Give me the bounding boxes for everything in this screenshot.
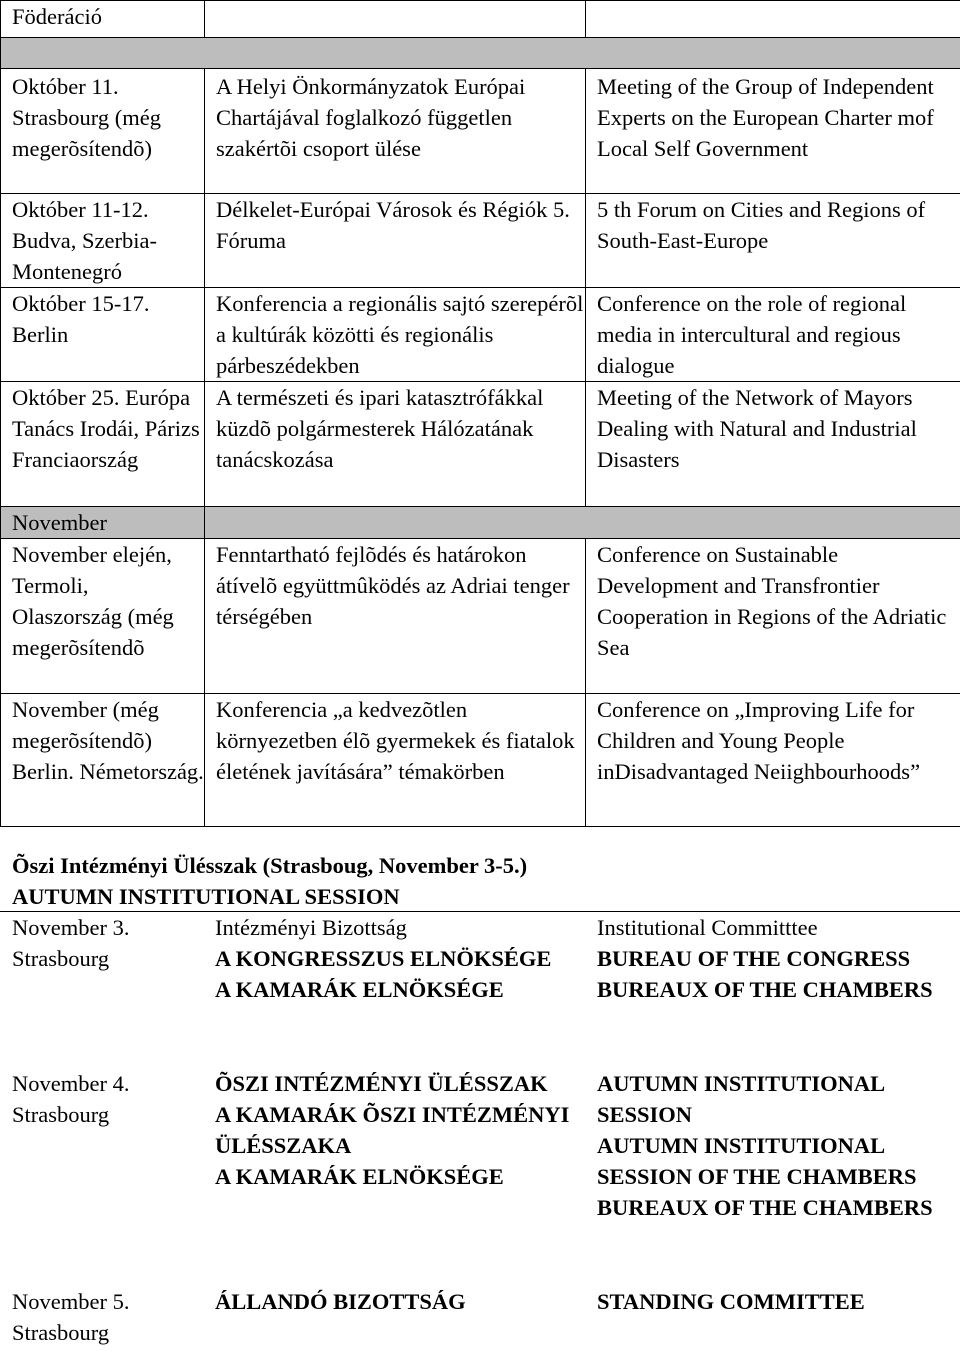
month-row-november [1,507,960,539]
header-cell-empty [586,1,960,38]
session-item-hu: ÁLLANDÓ BIZOTTSÁG [215,1289,466,1314]
event-date: Október 11. Strasbourg (még megerõsítendõ) [1,69,205,194]
event-title-en: Meeting of the Group of Independent Experts on the European Charter mof Local Self Government [586,69,960,194]
session-date: November 4. [12,1071,130,1096]
event-title-hu: A természeti és ipari katasztrófákkal küzdõ polgármesterek Hálózatának tanácskozása [205,382,586,507]
month-label: November [1,507,205,539]
session-item-hu: A KONGRESSZUS ELNÖKSÉGE [215,946,552,971]
session-title-en: AUTUMN INSTITUTIONAL SESSION [12,884,400,909]
event-date: November elején, Termoli, Olaszország (még megerõsítendõ [1,539,205,694]
session-date: November 5. [12,1289,130,1314]
session-body-hu-header: Intézményi Bizottság [215,915,407,940]
event-title-hu: Konferencia „a kedvezõtlen környezetben élõ gyermekek és fiatalok életének javítására” témakörben [205,694,586,827]
table-row [1,694,960,827]
session-item-hu: A KAMARÁK ELNÖKSÉGE [215,1164,504,1189]
event-title-hu: A Helyi Önkormányzatok Európai Chartájával foglalkozó független szakértõi csoport ülése [205,69,586,194]
table-row [1,194,960,288]
session-place: Strasbourg [12,1102,110,1127]
event-title-en: Conference on „Improving Life for Children and Young People inDisadvantaged Neiighbourhoods” [586,694,960,827]
session-item-en: BUREAUX OF THE CHAMBERS [597,1195,933,1220]
session-item-en: AUTUMN INSTITUTIONAL SESSION OF THE CHAMBERS [597,1133,917,1189]
session-item-en: BUREAUX OF THE CHAMBERS [597,977,933,1002]
session-item-hu: A KAMARÁK ELNÖKSÉGE [215,977,504,1002]
event-title-en: 5 th Forum on Cities and Regions of South-East-Europe [586,194,960,288]
event-date: November (még megerõsítendõ) Berlin. Németország. [1,694,205,827]
table-row [1,288,960,382]
session-item-en: STANDING COMMITTEE [597,1289,865,1314]
event-title-hu: Délkelet-Európai Városok és Régiók 5. Fóruma [205,194,586,288]
session-body-en-header: Institutional Committtee [597,915,818,940]
event-date: Október 25. Európa Tanács Irodái, Párizs Franciaország [1,382,205,507]
event-title-en: Conference on the role of regional media in intercultural and regious dialogue [586,288,960,382]
event-title-hu: Konferencia a regionális sajtó szerepérõl a kultúrák közötti és regionális párbeszédekben [205,288,586,382]
header-cell-foderacio: Föderáció [1,1,205,38]
event-title-en: Conference on Sustainable Development and Transfrontier Cooperation in Regions of the Adriatic Sea [586,539,960,694]
table-row [1,382,960,507]
event-title-hu: Fenntartható fejlõdés és határokon átívelõ együttmûködés az Adriai tenger térségében [205,539,586,694]
session-place: Strasbourg [12,946,110,971]
table-row [1,539,960,694]
session-place: Strasbourg [12,1320,110,1345]
event-title-en: Meeting of the Network of Mayors Dealing with Natural and Industrial Disasters [586,382,960,507]
gray-separator-row [1,38,960,69]
session-item-hu: A KAMARÁK ÕSZI INTÉZMÉNYI ÜLÉSSZAKA [215,1102,570,1158]
session-title-hu: Õszi Intézményi Ülésszak (Strasboug, November 3-5.) [12,853,528,878]
table-row [1,69,960,194]
session-item-en: AUTUMN INSTITUTIONAL SESSION [597,1071,884,1127]
event-date: Október 15-17. Berlin [1,288,205,382]
session-item-en: BUREAU OF THE CONGRESS [597,946,911,971]
event-date: Október 11-12. Budva, Szerbia-Montenegró [1,194,205,288]
session-date: November 3. [12,915,130,940]
session-item-hu: ÕSZI INTÉZMÉNYI ÜLÉSSZAK [215,1071,548,1096]
header-cell-empty [205,1,586,38]
header-row [1,1,960,38]
